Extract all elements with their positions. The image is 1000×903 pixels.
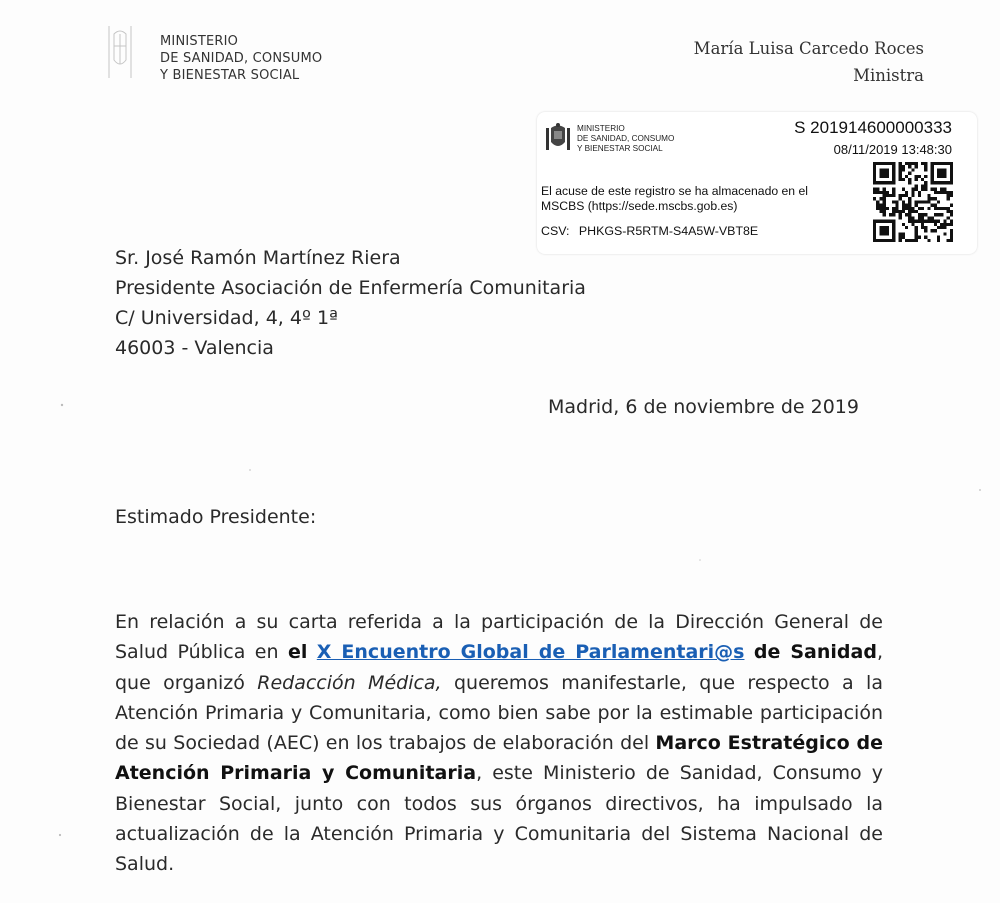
- csv-label: CSV:: [541, 224, 570, 238]
- letter-date: Madrid, 6 de noviembre de 2019: [548, 396, 859, 418]
- minister-name: María Luisa Carcedo Roces: [693, 39, 924, 58]
- recipient-name: Sr. José Ramón Martínez Riera: [115, 247, 401, 269]
- register-number: S 201914600000333: [794, 118, 952, 137]
- recipient-street: C/ Universidad, 4, 4º 1ª: [115, 307, 338, 329]
- recipient-city: 46003 - Valencia: [115, 337, 274, 359]
- registry-stamp: [537, 112, 977, 254]
- event-link[interactable]: X Encuentro Global de Parlamentari@s: [316, 641, 745, 664]
- register-timestamp: 08/11/2019 13:48:30: [833, 142, 952, 157]
- minister-title: Ministra: [853, 66, 924, 85]
- csv-value: PHKGS-R5RTM-S4A5W-VBT8E: [578, 224, 759, 238]
- qr-code-icon: [873, 162, 953, 242]
- minister-block: [694, 35, 924, 89]
- recipient-title: Presidente Asociación de Enfermería Comunitaria: [115, 277, 586, 299]
- register-note: El acuse de este registro se ha almacenado en el MSCBS (https://sede.mscbs.gob.es): [541, 184, 808, 213]
- stamp-ministry-name: MINISTERIO DE SANIDAD, CONSUMO Y BIENESTAR SOCIAL: [577, 124, 675, 153]
- ministry-name: MINISTERIO DE SANIDAD, CONSUMO Y BIENESTAR SOCIAL: [160, 34, 323, 83]
- coat-of-arms-icon: [105, 20, 135, 82]
- greeting: Estimado Presidente:: [115, 506, 317, 528]
- csv-code: [541, 224, 764, 238]
- shield-icon: [545, 122, 571, 152]
- body-paragraph: En relación a su carta referida a la participación de la Dirección General de Salud Pública en el X Encuentro Global de Parlamentari@s de Sanidad, que organizó Redacción Médica, queremos manifestarle, que respecto a la Atención Primaria y Comunitaria, como bien sabe por la estimable participación de su Sociedad (AEC) en los trabajos de elaboración del Marco Estratégico de Atención Primaria y Comunitaria, este Ministerio de Sanidad, Consumo y Bienestar Social, junto con todos sus órganos directivos, ha impulsado la actualización de la Atención Primaria y Comunitaria del Sistema Nacional de Salud.: [115, 611, 883, 876]
- recipient-address: [115, 243, 586, 363]
